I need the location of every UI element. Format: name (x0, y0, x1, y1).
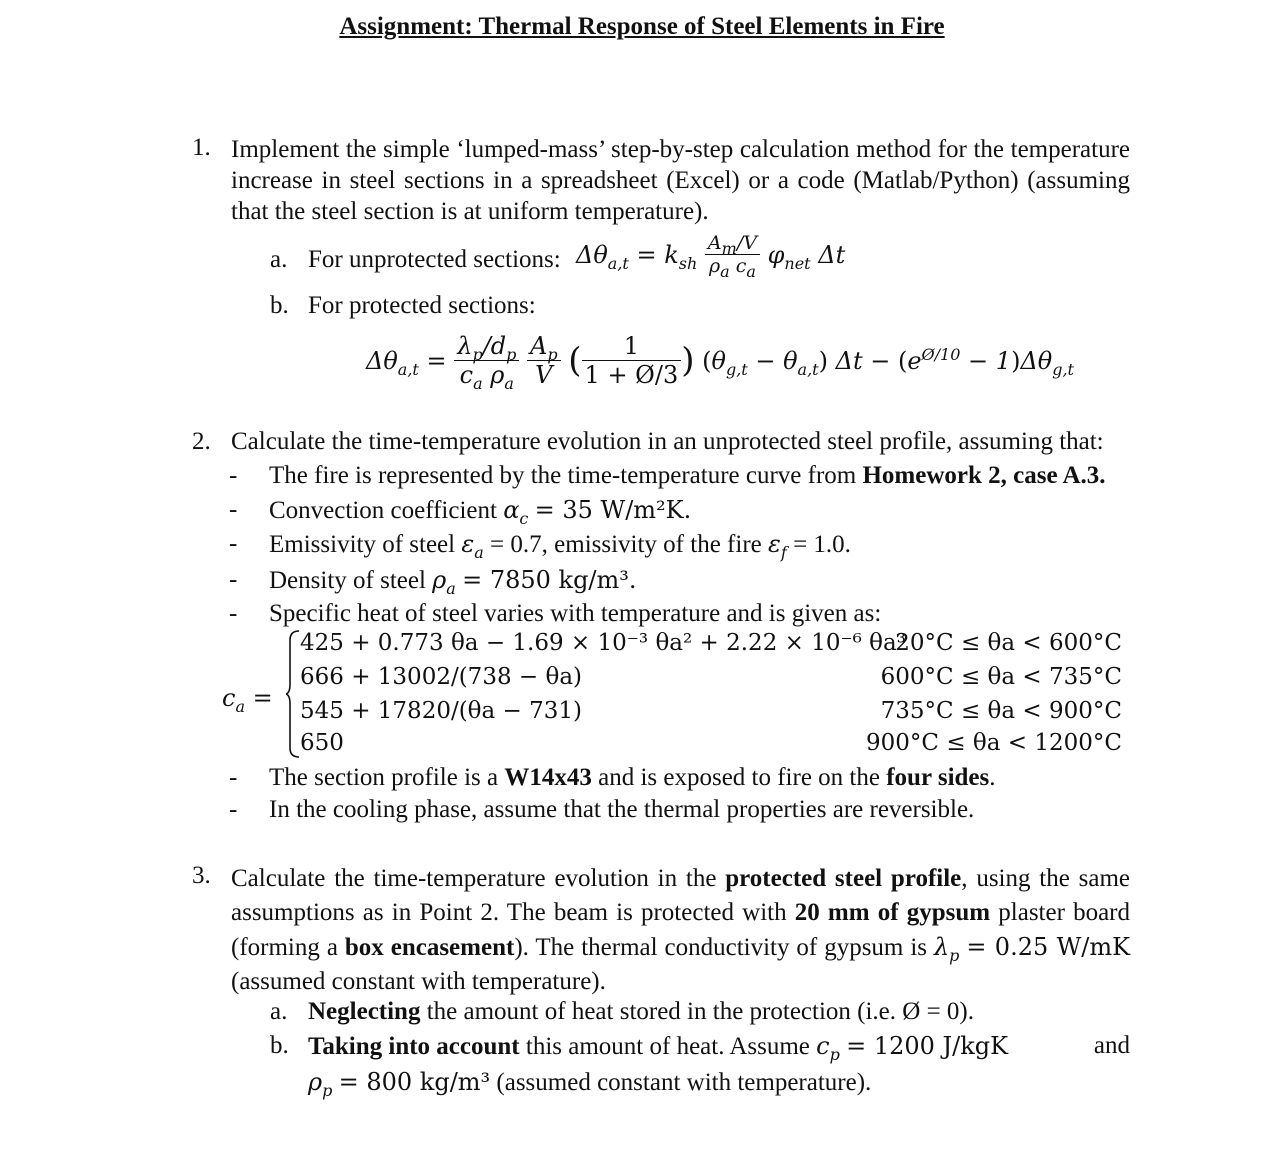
bullet-dash: - (229, 566, 238, 593)
bullet-dash: - (229, 764, 238, 791)
q2-bullet-section: The section profile is a W14x43 and is exposed to fire on the four sides. (269, 764, 996, 791)
bullet-dash: - (229, 530, 238, 557)
left-brace (286, 630, 300, 758)
ca-symbol: $c_a$ = (222, 684, 273, 716)
case-expr-1: 425 + 0.773 θa − 1.69 × 10⁻³ θa² + 2.22 × 10⁻⁶ θa³ (300, 630, 906, 656)
q2-bullet-emissivity: Emissivity of steel $\varepsilon_a = 0.7$, emissivity of the fire $\varepsilon_f = 1.0$. (269, 530, 851, 562)
q3b-and: and (1093, 1032, 1130, 1059)
page-title: Assignment: Thermal Response of Steel Elements in Fire (339, 13, 945, 40)
q3-number: 3. (192, 862, 211, 889)
q3b-line2: $\rho_p = 800$ kg/m³ (assumed constant with temperature). (308, 1068, 872, 1100)
q2-bullet-specific-heat: Specific heat of steel varies with temperature and is given as: (269, 600, 882, 627)
q2-bullet-density: Density of steel $\rho_a = 7850$ kg/m³. (269, 566, 637, 598)
q1b-text: For protected sections: (308, 292, 536, 319)
q2-bullet-fire: The fire is represented by the time-temperature curve from Homework 2, case A.3. (269, 462, 1106, 489)
q3b-text: Taking into account this amount of heat. Assume $c_p = 1200$ J/kgK (308, 1032, 1009, 1064)
bullet-dash: - (229, 496, 238, 523)
bullet-dash: - (229, 462, 238, 489)
q1b-formula: $\Delta\theta_{a,t}$ = $\frac{\lambda_p/d_p}{c_a \rho_a}$ $\frac{A_p}{V}$ ( $\frac{1}{1 + Ø/3}$ ) $(\theta_{g,t} - \theta_{a,t}) \Delta t - (e^{Ø/10} - 1)\Delta\theta_{g,t}$ (366, 332, 1074, 393)
q2-bullet-convection: Convection coefficient $\alpha_c = 35$ W/m²K. (269, 496, 692, 528)
q3a-label: a. (270, 998, 288, 1025)
q1a-text: For unprotected sections: (308, 246, 561, 273)
q3b-label: b. (270, 1032, 289, 1059)
q1a-label: a. (270, 246, 288, 273)
q2-text: Calculate the time-temperature evolution in an unprotected steel profile, assuming that: (231, 428, 1104, 455)
q2-bullet-cooling: In the cooling phase, assume that the thermal properties are reversible. (269, 796, 975, 823)
q1a-formula: $\Delta\theta_{a,t} = k_{sh}$ $\frac{A_m/V}{\rho_a c_a}$ $\varphi_{net}$ Δt (576, 232, 846, 281)
bullet-dash: - (229, 600, 238, 627)
q1-text: Implement the simple ‘lumped-mass’ step-by-step calculation method for the temperature increase in steel sections in a spreadsheet (Excel) or a code (Matlab/Python) (assuming that the steel section is at uniform temperature). (231, 136, 1130, 225)
case-cond-3: 735°C ≤ θa < 900°C (880, 698, 1122, 724)
q3a-text: Neglecting the amount of heat stored in the protection (i.e. Ø = 0). (308, 998, 974, 1025)
bullet-dash: - (229, 796, 238, 823)
q1-number: 1. (192, 134, 211, 161)
case-cond-2: 600°C ≤ θa < 735°C (880, 664, 1122, 690)
case-cond-4: 900°C ≤ θa < 1200°C (866, 730, 1122, 756)
q3-text: Calculate the time-temperature evolution in the protected steel profile, using the same assumptions as in Point 2. The beam is protected with 20 mm of gypsum plaster board (forming a box encasement). The thermal conductivity of gypsum is $\lambda_p = 0.25$ W/mK (assumed constant with temperature). (231, 865, 1131, 995)
case-expr-2: 666 + 13002/(738 − θa) (300, 664, 583, 690)
q2-number: 2. (192, 428, 211, 455)
case-expr-3: 545 + 17820/(θa − 731) (300, 698, 583, 724)
case-expr-4: 650 (300, 730, 344, 756)
case-cond-1: 20°C ≤ θa < 600°C (895, 630, 1122, 656)
q1b-label: b. (270, 292, 289, 319)
